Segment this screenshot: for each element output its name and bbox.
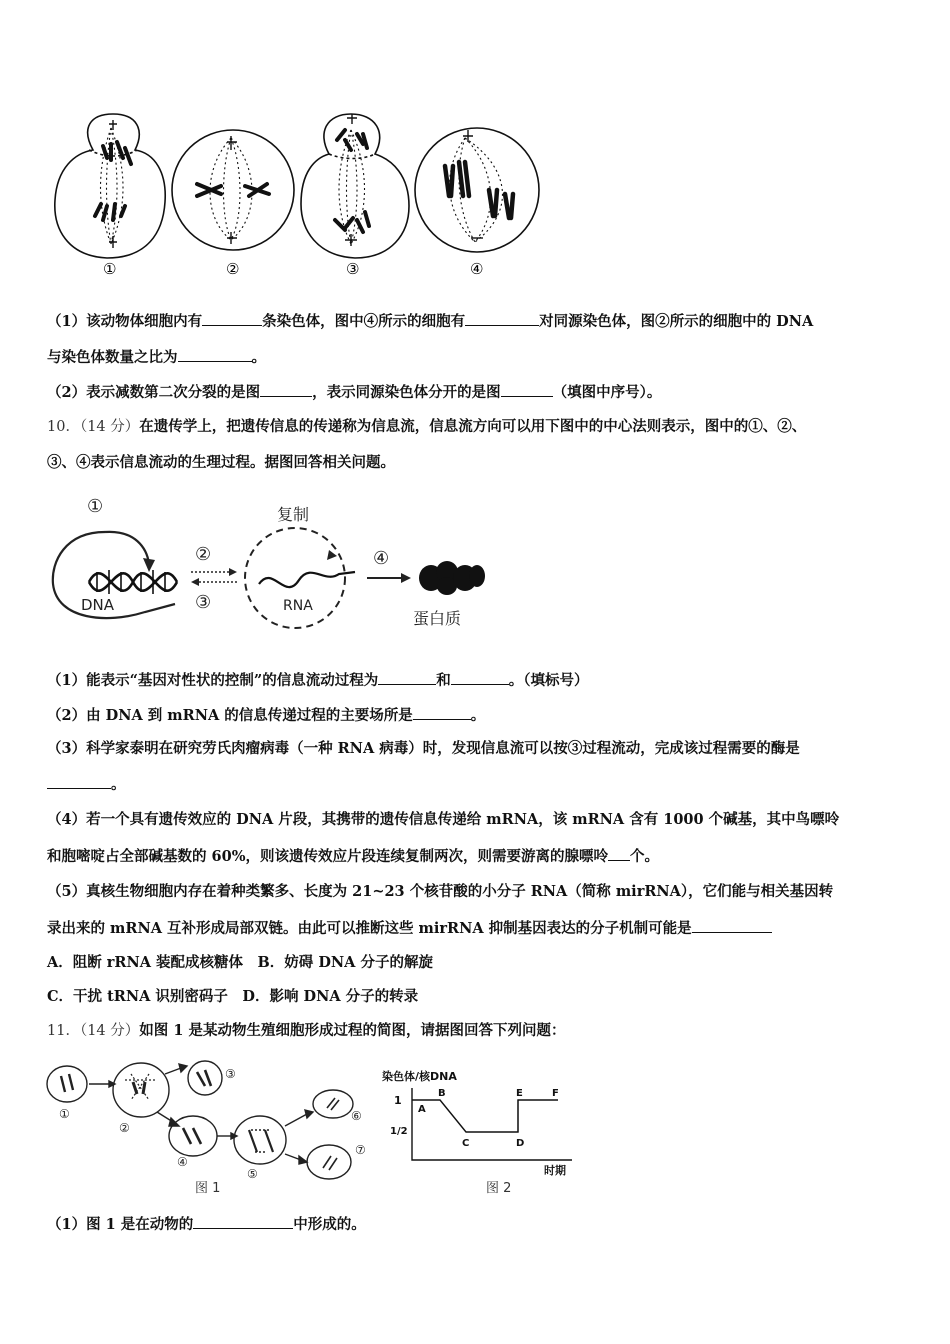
- graph-y-tick-1: 1: [394, 1094, 402, 1107]
- answer-blank[interactable]: [501, 382, 553, 397]
- graph-y-label: 染色体/核DNA: [382, 1070, 457, 1083]
- answer-blank[interactable]: [608, 846, 630, 861]
- answer-blank[interactable]: [178, 347, 252, 362]
- q10-sub5-line1: （5）真核生物细胞内存在着种类繁多、长度为 21~23 个核苷酸的小分子 RNA（简称 mirRNA），它们能与相关基因转: [47, 883, 834, 900]
- answer-blank[interactable]: [465, 311, 539, 326]
- answer-blank[interactable]: [378, 670, 436, 685]
- central-dogma-diagram: [45, 492, 495, 640]
- graph-y-tick-half: 1/2: [390, 1126, 408, 1137]
- cell-4-diagram: [415, 128, 539, 252]
- cell-label-2: ②: [226, 260, 240, 278]
- answer-blank[interactable]: [692, 918, 772, 933]
- cell-1-icon: [47, 1066, 87, 1102]
- answer-blank[interactable]: [202, 311, 262, 326]
- rna-strand-icon: [259, 572, 355, 587]
- germ-cell-formation-figure: [45, 1060, 385, 1200]
- graph-point-f: F: [552, 1088, 559, 1099]
- fig1-label-6: ⑥: [351, 1109, 362, 1123]
- fig1-label-5: ⑤: [247, 1167, 258, 1181]
- protein-label: 蛋白质: [413, 609, 462, 628]
- q10-sub4-line2: 和胞嘧啶占全部碱基数的 60%，则该遗传效应片段连续复制两次，则需要游离的腺嘌呤 个。: [47, 848, 660, 865]
- graph-point-a: A: [418, 1104, 426, 1115]
- ratio-graph: [376, 1062, 586, 1202]
- fig1-label-4: ④: [177, 1155, 188, 1169]
- dna-label: DNA: [81, 596, 115, 614]
- q10-options-cd: C．干扰 tRNA 识别密码子 D．影响 DNA 分子的转录: [47, 988, 419, 1005]
- cell-2-icon: [113, 1063, 169, 1117]
- q9-sub1-line1: （1）该动物体细胞内有 条染色体，图中④所示的细胞有 对同源染色体，图②所示的细胞中的 DNA: [47, 313, 814, 330]
- dna-helix-icon: [89, 570, 177, 594]
- graph-point-b: B: [438, 1088, 446, 1099]
- q10-intro-line1: 10．（14 分）在遗传学上，把遗传信息的传递称为信息流，信息流方向可以用下图中的中心法则表示，图中的①、②、: [47, 418, 807, 435]
- q9-sub2: （2）表示减数第二次分裂的是图 ，表示同源染色体分开的是图 （填图中序号）。: [47, 384, 662, 401]
- q10-sub2: （2）由 DNA 到 mRNA 的信息传递过程的主要场所是 。: [47, 707, 486, 724]
- answer-blank[interactable]: [260, 382, 312, 397]
- fig1-label-2: ②: [119, 1121, 130, 1135]
- graph-curve: [412, 1100, 558, 1132]
- answer-blank[interactable]: [47, 774, 111, 789]
- process-2-label: ②: [195, 544, 212, 565]
- cell-division-figure: [45, 108, 545, 280]
- q10-intro-line2: ③、④表示信息流动的生理过程。据图回答相关问题。: [47, 454, 395, 471]
- cell-label-1: ①: [103, 260, 117, 278]
- cell-2-diagram: [172, 130, 294, 250]
- graph-point-d: D: [516, 1138, 525, 1149]
- q11-intro: 11．（14 分）如图 1 是某动物生殖细胞形成过程的简图，请据图回答下列问题：: [47, 1022, 566, 1039]
- fig1-label-1: ①: [59, 1107, 70, 1121]
- cell-4-icon: [169, 1116, 217, 1156]
- process-1-label: ①: [87, 496, 104, 517]
- fig1-caption: 图 1: [195, 1181, 221, 1196]
- fig2-caption: 图 2: [486, 1181, 512, 1196]
- cell-7-icon: [307, 1145, 351, 1179]
- q10-options-ab: A．阻断 rRNA 装配成核糖体 B．妨碍 DNA 分子的解旋: [47, 954, 433, 971]
- graph-point-c: C: [462, 1138, 470, 1149]
- cell-6-icon: [313, 1090, 353, 1118]
- process-4-label: ④: [373, 548, 390, 569]
- process-3-label: ③: [195, 592, 212, 613]
- graph-x-label: 时期: [544, 1164, 566, 1177]
- cell-label-4: ④: [470, 260, 484, 278]
- fig1-label-3: ③: [225, 1067, 236, 1081]
- q10-sub3-blank-line: 。: [47, 774, 126, 795]
- answer-blank[interactable]: [193, 1214, 293, 1229]
- cell-1-diagram: [55, 114, 165, 258]
- answer-blank[interactable]: [413, 705, 471, 720]
- graph-y-axis: [412, 1088, 572, 1160]
- q10-sub1: （1）能表示“基因对性状的控制”的信息流动过程为 和 。（填标号）: [47, 672, 589, 689]
- replication-label: 复制: [277, 505, 310, 524]
- q10-sub4-line1: （4）若一个具有遗传效应的 DNA 片段，其携带的遗传信息传递给 mRNA，该 mRNA 含有 1000 个碱基，其中鸟嘌呤: [47, 811, 840, 828]
- q9-sub1-line2: 与染色体数量之比为 。: [47, 349, 266, 366]
- cell-3-diagram: [301, 114, 409, 258]
- fig1-label-7: ⑦: [355, 1143, 366, 1157]
- answer-blank[interactable]: [451, 670, 509, 685]
- cell-5-icon: [234, 1116, 286, 1164]
- q10-sub3: （3）科学家泰明在研究劳氏肉瘤病毒（一种 RNA 病毒）时，发现信息流可以按③过程流动，完成该过程需要的酶是: [47, 740, 800, 757]
- protein-icon: [419, 561, 485, 595]
- q11-sub1: （1）图 1 是在动物的 中形成的。: [47, 1216, 366, 1233]
- q10-sub5-line2: 录出来的 mRNA 互补形成局部双链。由此可以推断这些 mirRNA 抑制基因表达的分子机制可能是: [47, 918, 772, 939]
- cell-3-icon: [188, 1061, 222, 1095]
- cell-label-3: ③: [346, 260, 360, 278]
- rna-label: RNA: [283, 598, 313, 614]
- graph-point-e: E: [516, 1088, 523, 1099]
